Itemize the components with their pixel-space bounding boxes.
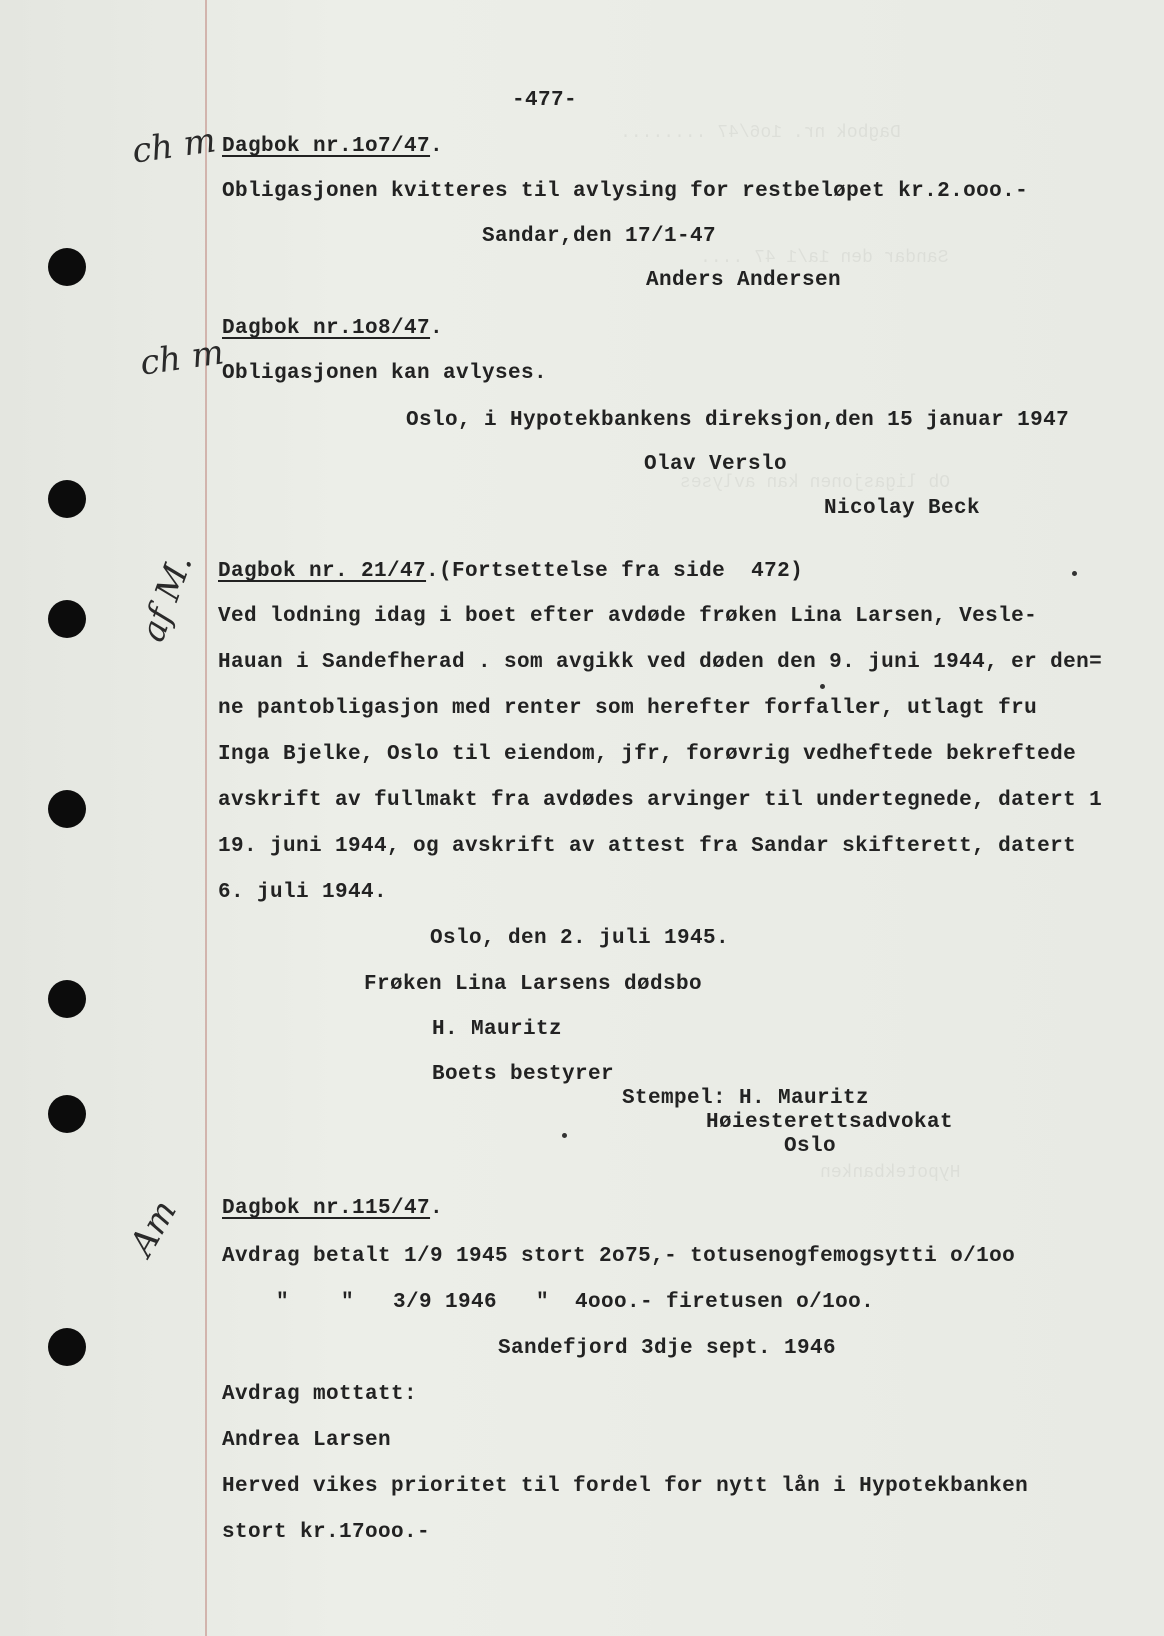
margin-initials: Am (121, 1193, 185, 1263)
entry-line: avskrift av fullmakt fra avdødes arvinger til undertegnede, datert 1 (218, 789, 1103, 812)
entry-line: Oslo, i Hypotekbankens direksjon,den 15 januar 1947 (406, 409, 1070, 432)
signature: Olav Verslo (644, 453, 788, 476)
entry-line: Inga Bjelke, Oslo til eiendom, jfr, forøvrig vedheftede bekreftede (218, 743, 1077, 766)
signature: Nicolay Beck (824, 497, 981, 520)
ink-speck (562, 1133, 567, 1138)
entry-heading (222, 1196, 443, 1222)
signature: Frøken Lina Larsens dødsbo (364, 973, 703, 996)
entry-line: Obligasjonen kan avlyses. (222, 362, 548, 385)
page-number: -477- (512, 89, 578, 112)
entry-line: Oslo, den 2. juli 1945. (430, 927, 730, 950)
entry-line: 19. juni 1944, og avskrift av attest fra Sandar skifterett, datert (218, 835, 1077, 858)
punch-hole (48, 600, 86, 638)
punch-hole (48, 480, 86, 518)
entry-heading (222, 134, 443, 160)
entry-heading-suffix: . (430, 317, 444, 340)
margin-rule (205, 0, 207, 1636)
stamp-text: Høiesterettsadvokat (706, 1111, 954, 1134)
entry-heading-suffix: .(Fortsettelse fra side 472) (426, 560, 804, 583)
signature: H. Mauritz (432, 1018, 563, 1041)
stamp-text: Oslo (784, 1135, 837, 1158)
entry-heading-number: Dagbok nr.1o8/47 (222, 317, 431, 340)
punch-hole (48, 1095, 86, 1133)
punch-hole (48, 1328, 86, 1366)
bleed-through: Ob ligasjonen kan avlyses (680, 473, 951, 493)
entry-heading-number: Dagbok nr.115/47 (222, 1197, 431, 1220)
entry-heading-suffix: . (430, 1197, 444, 1220)
entry-heading (222, 316, 443, 342)
signature: Boets bestyrer (432, 1063, 615, 1086)
bleed-through: Hypotekbanken (820, 1163, 961, 1183)
ink-speck (820, 684, 825, 689)
entry-heading (218, 559, 803, 585)
signature: Andrea Larsen (222, 1429, 392, 1452)
bleed-through: Dagbok nr. 1o6/47 ........ (620, 123, 901, 143)
margin-initials: ch m (129, 120, 219, 172)
entry-line: Sandar,den 17/1-47 (482, 225, 717, 248)
ink-speck (1072, 571, 1077, 576)
punch-hole (48, 980, 86, 1018)
entry-line: Hauan i Sandefherad . som avgikk ved døden den 9. juni 1944, er den= (218, 651, 1103, 674)
punch-hole (48, 790, 86, 828)
margin-initials: af M. (132, 549, 201, 647)
entry-line: 6. juli 1944. (218, 881, 388, 904)
entry-heading-number: Dagbok nr. 21/47 (218, 560, 427, 583)
signature: Anders Andersen (646, 269, 842, 292)
entry-line: Ved lodning idag i boet efter avdøde frøken Lina Larsen, Vesle- (218, 605, 1038, 628)
entry-line: Avdrag betalt 1/9 1945 stort 2o75,- totusenogfemogsytti o/1oo (222, 1245, 1016, 1268)
entry-line: " " 3/9 1946 " 4ooo.- firetusen o/1oo. (276, 1291, 875, 1314)
entry-line: stort kr.17ooo.- (222, 1521, 431, 1544)
bleed-through: Sandar den 1a/1 47 .... (700, 248, 949, 268)
entry-heading-suffix: . (430, 135, 444, 158)
entry-line: Sandefjord 3dje sept. 1946 (498, 1337, 837, 1360)
entry-heading-number: Dagbok nr.1o7/47 (222, 135, 431, 158)
margin-initials: ch m (137, 332, 227, 384)
stamp-text: Stempel: H. Mauritz (622, 1087, 870, 1110)
punch-hole (48, 248, 86, 286)
entry-line: Herved vikes prioritet til fordel for nytt lån i Hypotekbanken (222, 1475, 1029, 1498)
entry-line: ne pantobligasjon med renter som herefter forfaller, utlagt fru (218, 697, 1038, 720)
entry-line: Avdrag mottatt: (222, 1383, 418, 1406)
entry-line: Obligasjonen kvitteres til avlysing for restbeløpet kr.2.ooo.- (222, 180, 1029, 203)
